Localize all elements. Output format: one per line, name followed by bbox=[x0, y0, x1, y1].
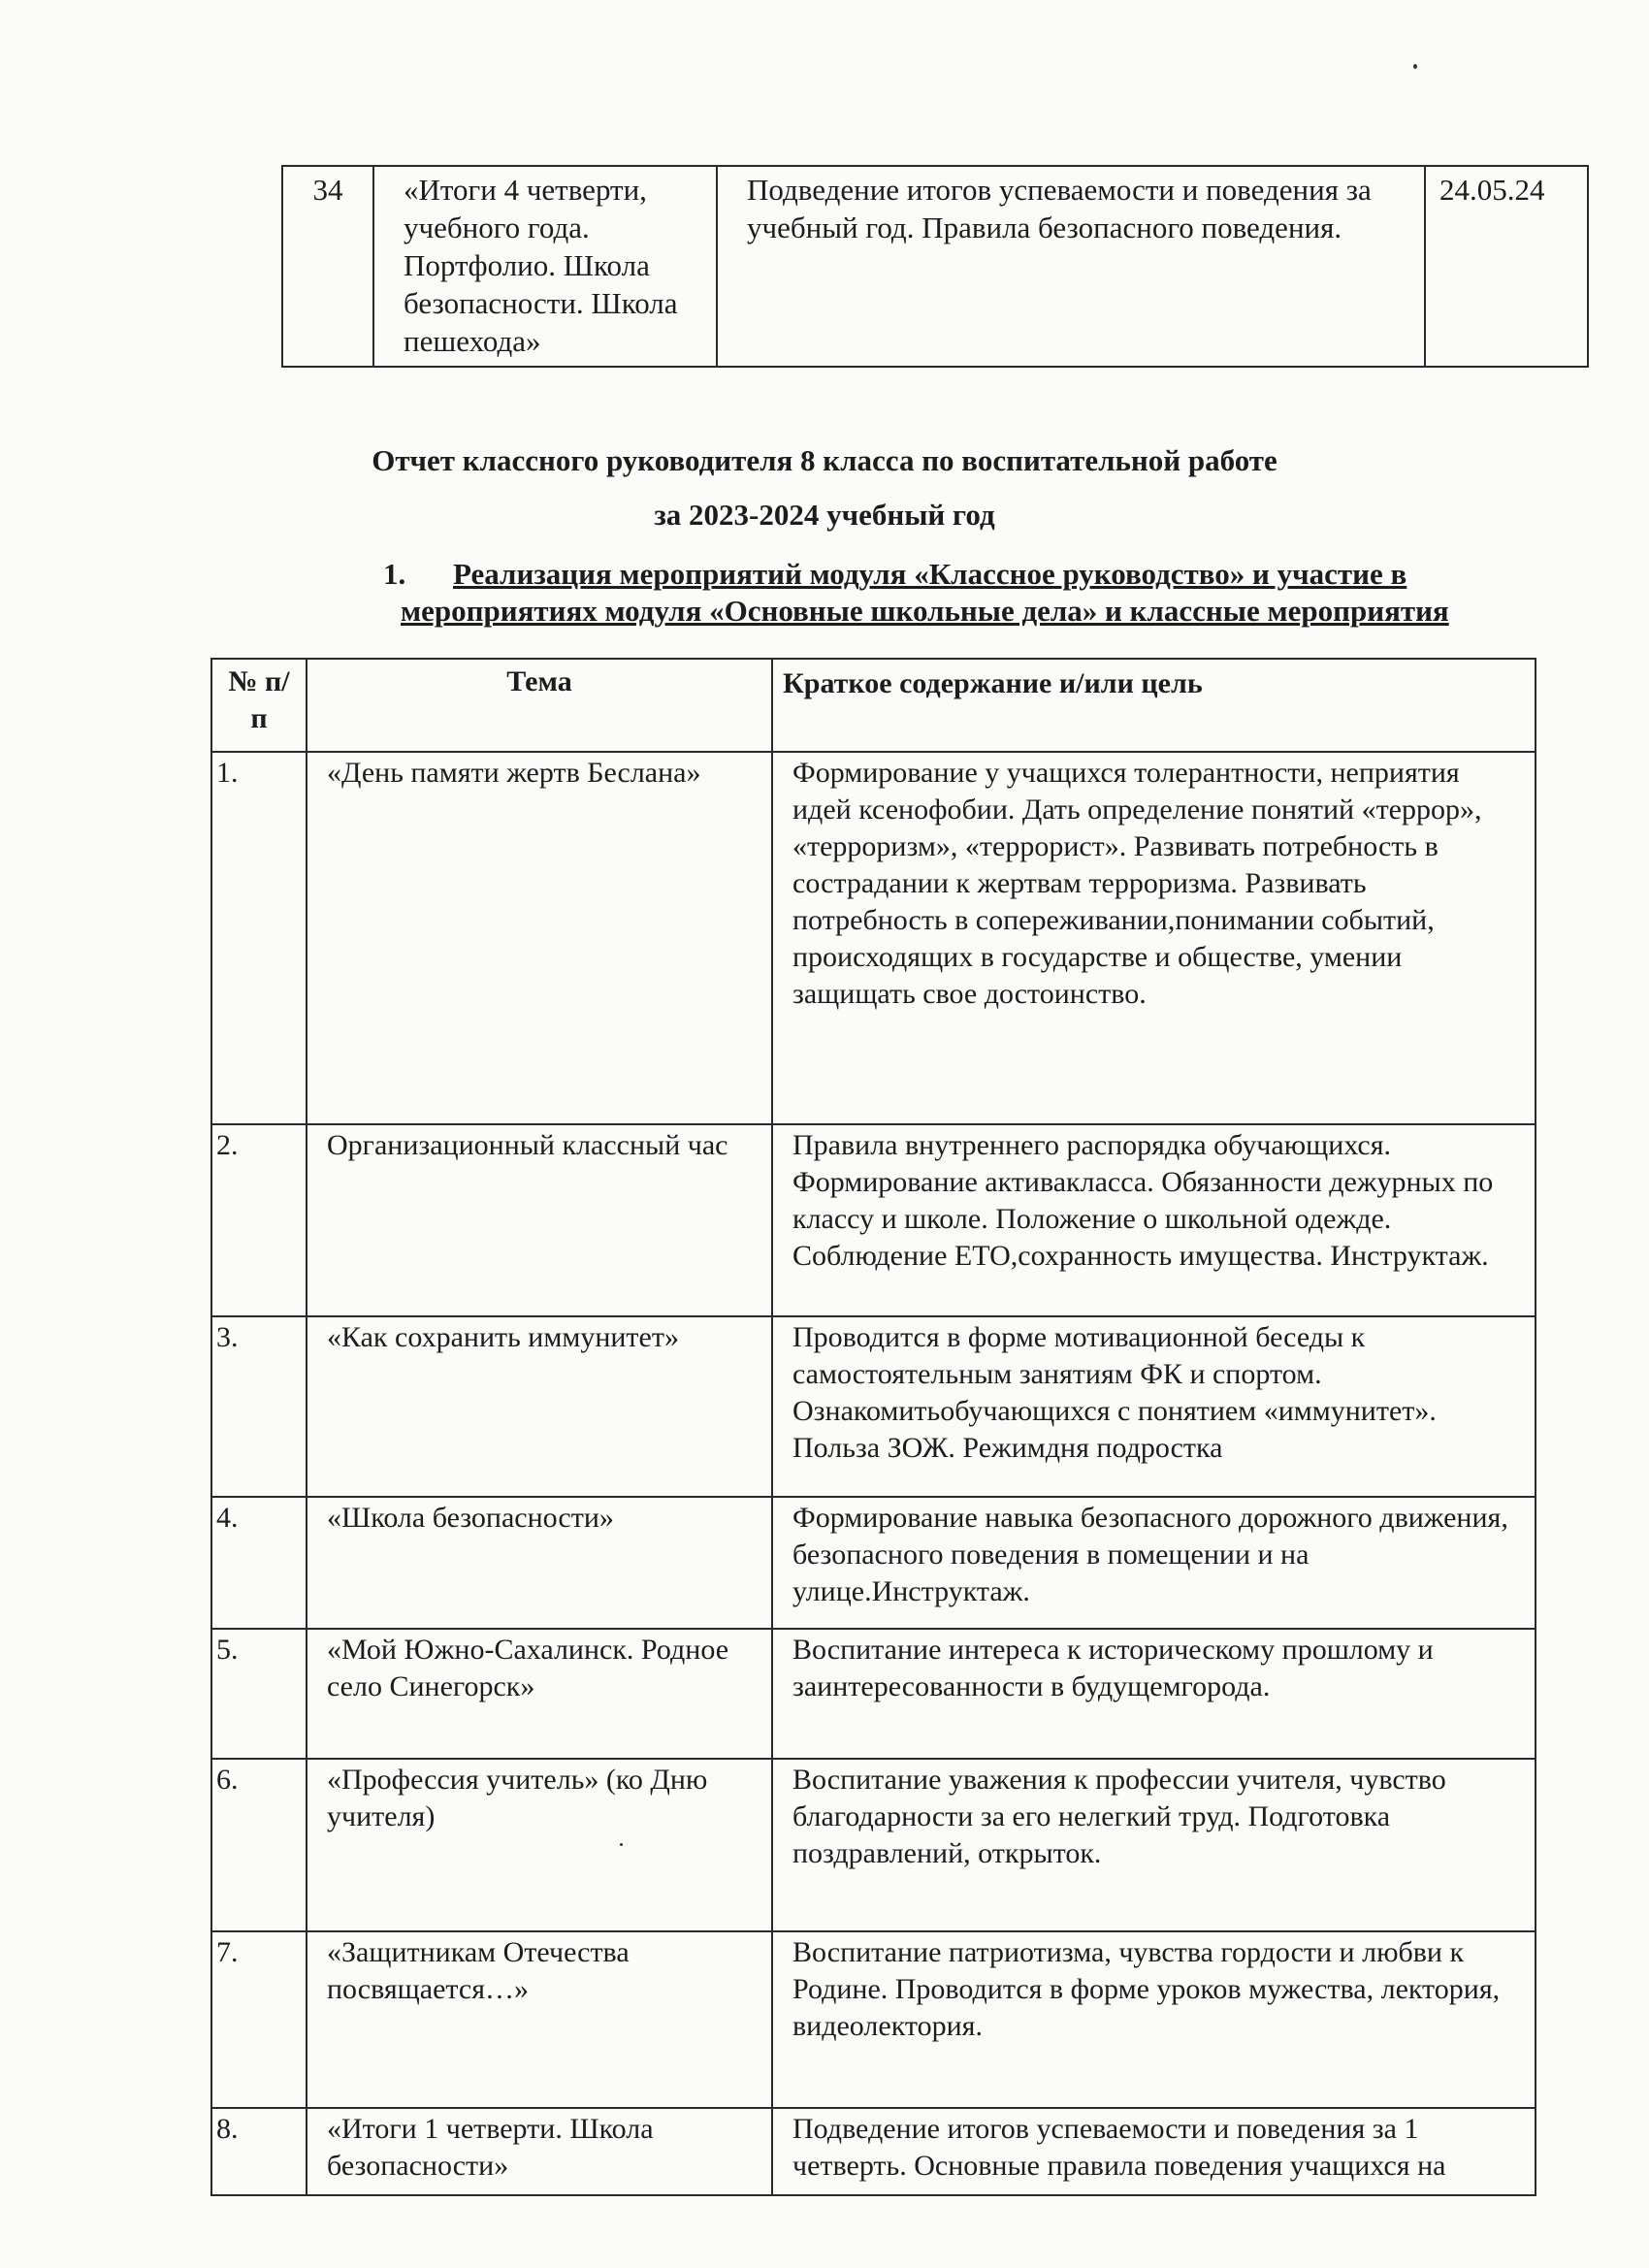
section-title-line1: Реализация мероприятий модуля «Классное руководство» и участие в bbox=[453, 557, 1407, 591]
activities-table bbox=[210, 658, 1536, 2196]
row-topic: «Итоги 1 четверти. Школа безопасности» bbox=[307, 2108, 772, 2195]
row-content: Формирование у учащихся толерантности, неприятия идей ксенофобии. Дать определение понятий «террор», «терроризм», «террорист». Развивать потребность в сострадании к жертвам терроризма. Развивать потребность в сопереживании,понимании событий, происходящих в государстве и обществе, умении защищать свое достоинство. bbox=[772, 752, 1536, 1124]
table-header-row bbox=[211, 659, 1536, 752]
row-content: Подведение итогов успеваемости и поведения за учебный год. Правила безопасного поведения. bbox=[717, 166, 1425, 367]
row-topic: «Профессия учитель» (ко Дню учителя) bbox=[307, 1759, 772, 1931]
table-row bbox=[211, 1629, 1536, 1759]
row-topic: «День памяти жертв Беслана» bbox=[307, 752, 772, 1124]
header-topic: Тема bbox=[307, 659, 772, 752]
row-topic: Организационный классный час bbox=[307, 1124, 772, 1316]
row-content: Воспитание уважения к профессии учителя, чувство благодарности за его нелегкий труд. Подготовка поздравлений, открыток. bbox=[772, 1759, 1536, 1931]
scan-speck bbox=[1413, 64, 1417, 69]
table-row bbox=[211, 1124, 1536, 1316]
row-date: 24.05.24 bbox=[1425, 166, 1588, 367]
row-number: 4. bbox=[211, 1497, 307, 1629]
table-row bbox=[211, 1316, 1536, 1497]
row-topic: «Школа безопасности» bbox=[307, 1497, 772, 1629]
row-content: Воспитание патриотизма, чувства гордости и любви к Родине. Проводится в форме уроков мужества, лектория, видеолектория. bbox=[772, 1931, 1536, 2108]
row-number: 8. bbox=[211, 2108, 307, 2195]
row-content: Формирование навыка безопасного дорожного движения, безопасного поведения в помещении и на улице.Инструктаж. bbox=[772, 1497, 1536, 1629]
scan-speck bbox=[620, 1843, 623, 1846]
row-number: 5. bbox=[211, 1629, 307, 1759]
table-row bbox=[211, 1931, 1536, 2108]
report-subtitle: за 2023-2024 учебный год bbox=[654, 498, 995, 532]
row-topic: «Итоги 4 четверти, учебного года. Портфолио. Школа безопасности. Школа пешехода» bbox=[373, 166, 717, 367]
table-row bbox=[282, 166, 1588, 367]
row-topic: «Защитникам Отечества посвящается…» bbox=[307, 1931, 772, 2108]
section-title-line2: мероприятиях модуля «Основные школьные дела» и классные мероприятия bbox=[401, 594, 1449, 628]
row-content: Воспитание интереса к историческому прошлому и заинтересованности в будущемгорода. bbox=[772, 1629, 1536, 1759]
row-content: Проводится в форме мотивационной беседы к самостоятельным занятиям ФК и спортом. Ознакомитьобучающихся с понятием «иммунитет». Польза ЗОЖ. Режимдня подростка bbox=[772, 1316, 1536, 1497]
table-row bbox=[211, 2108, 1536, 2195]
table-row bbox=[211, 1497, 1536, 1629]
continuation-table bbox=[281, 165, 1589, 368]
row-number: 6. bbox=[211, 1759, 307, 1931]
row-number: 34 bbox=[282, 166, 373, 367]
row-number: 7. bbox=[211, 1931, 307, 2108]
table-row bbox=[211, 1759, 1536, 1931]
row-content: Подведение итогов успеваемости и поведения за 1 четверть. Основные правила поведения учащихся на bbox=[772, 2108, 1536, 2195]
header-number: № п/п bbox=[211, 659, 307, 752]
table-row bbox=[211, 752, 1536, 1124]
row-topic: «Как сохранить иммунитет» bbox=[307, 1316, 772, 1497]
row-number: 1. bbox=[211, 752, 307, 1124]
row-number: 3. bbox=[211, 1316, 307, 1497]
header-content: Краткое содержание и/или цель bbox=[772, 659, 1536, 752]
report-title: Отчет классного руководителя 8 класса по воспитательной работе bbox=[372, 443, 1277, 477]
row-content: Правила внутреннего распорядка обучающихся. Формирование активакласса. Обязанности дежурных по классу и школе. Положение о школьной одежде. Соблюдение ЕТО,сохранность имущества. Инструктаж. bbox=[772, 1124, 1536, 1316]
row-topic: «Мой Южно-Сахалинск. Родное село Синегорск» bbox=[307, 1629, 772, 1759]
section-number: 1. bbox=[383, 557, 406, 591]
row-number: 2. bbox=[211, 1124, 307, 1316]
